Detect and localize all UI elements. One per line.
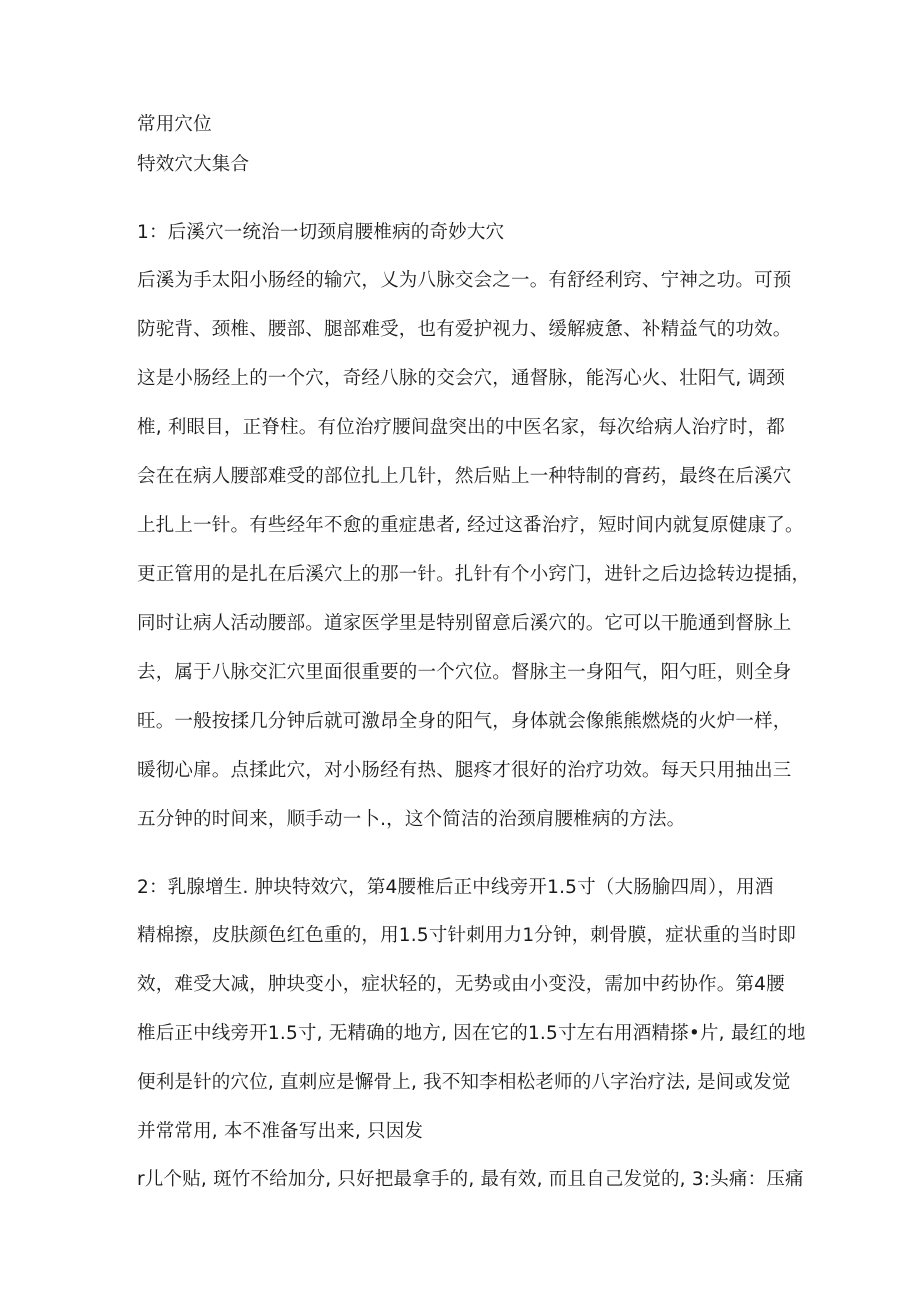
document-subtitle: 特效穴大集合 [137,154,250,175]
section-2-line: 2：乳腺增生. 肿块特效穴，第4腰椎后正中线旁开1.5寸（大肠腧四周），用酒 [137,877,774,898]
section-1-line: 后溪为手太阳小肠经的输穴，乂为八脉交会之一。有舒经利窍、宁神之功。可预 [137,270,792,291]
section-1-line: 椎, 利眼目，正脊柱。有位治疗腰间盘突出的中医名家，每次给病人治疗时，都 [137,417,785,438]
section-1-line: 防驼背、颈椎、腰部、腿部难受，也有爱护视力、缓解疲惫、补精益气的功效。 [137,319,792,340]
section-2-line: 并常常用, 本不准备写出来, 只因发 [137,1121,424,1142]
section-2-line: 精棉擦，皮肤颜色红色重的，用1.5寸针刺用力1分钟，刺骨膜，症状重的当时即 [137,925,797,946]
document-title: 常用穴位 [137,114,212,135]
section-1-heading: 1：后溪穴一统治一切颈肩腰椎病的奇妙大穴 [137,222,505,243]
section-2-line: 效，难受大减，肿块变小，症状轻的，无势或由小变没，需加中药协作。第4腰 [137,974,785,995]
section-1-line: 这是小肠经上的一个穴，奇经八脉的交会穴，通督脉，能泻心火、壮阳气, 调颈 [137,368,785,389]
section-1-line: 五分钟的时间来，顺手动一卜.，这个简洁的治颈肩腰椎病的方法。 [137,809,686,830]
section-2-line: 便利是针的穴位, 直刺应是懈骨上, 我不知李相松老师的八字治疗法, 是间或发觉 [137,1072,791,1093]
section-2-tail-line: r儿个贴, 斑竹不给加分, 只好把最拿手的, 最有效, 而且自己发觉的, 3:头痛：压痛 [137,1169,804,1190]
section-1-line: 暖彻心扉。点揉此穴，对小肠经有热、腿疼才很好的治疗功效。每天只用抽出三 [137,760,792,781]
section-1-line: 更正管用的是扎在后溪穴上的那一针。扎针有个小窍门，进针之后边捻转边提插， [137,564,811,585]
section-1-line: 会在在病人腰部难受的部位扎上几针，然后贴上一种特制的膏药，最终在后溪穴 [137,466,792,487]
section-2-line: 椎后正中线旁开1.5寸, 无精确的地方, 因在它的1.5寸左右用酒精搽•片, 最红的地 [137,1023,806,1044]
section-1-line: 去，属于八脉交汇穴里面很重要的一个穴位。督脉主一身阳气，阳勺旺，则全身 [137,662,792,683]
section-1-line: 上扎上一针。有些经年不愈的重症患者, 经过这番治疗，短时间内就复原健康了。 [137,515,804,536]
section-1-line: 同时让病人活动腰部。道家医学里是特别留意后溪穴的。它可以干脆通到督脉上 [137,613,792,634]
section-1-line: 旺。一般按揉几分钟后就可激昂全身的阳气，身体就会像熊熊燃烧的火炉一样， [137,711,792,732]
